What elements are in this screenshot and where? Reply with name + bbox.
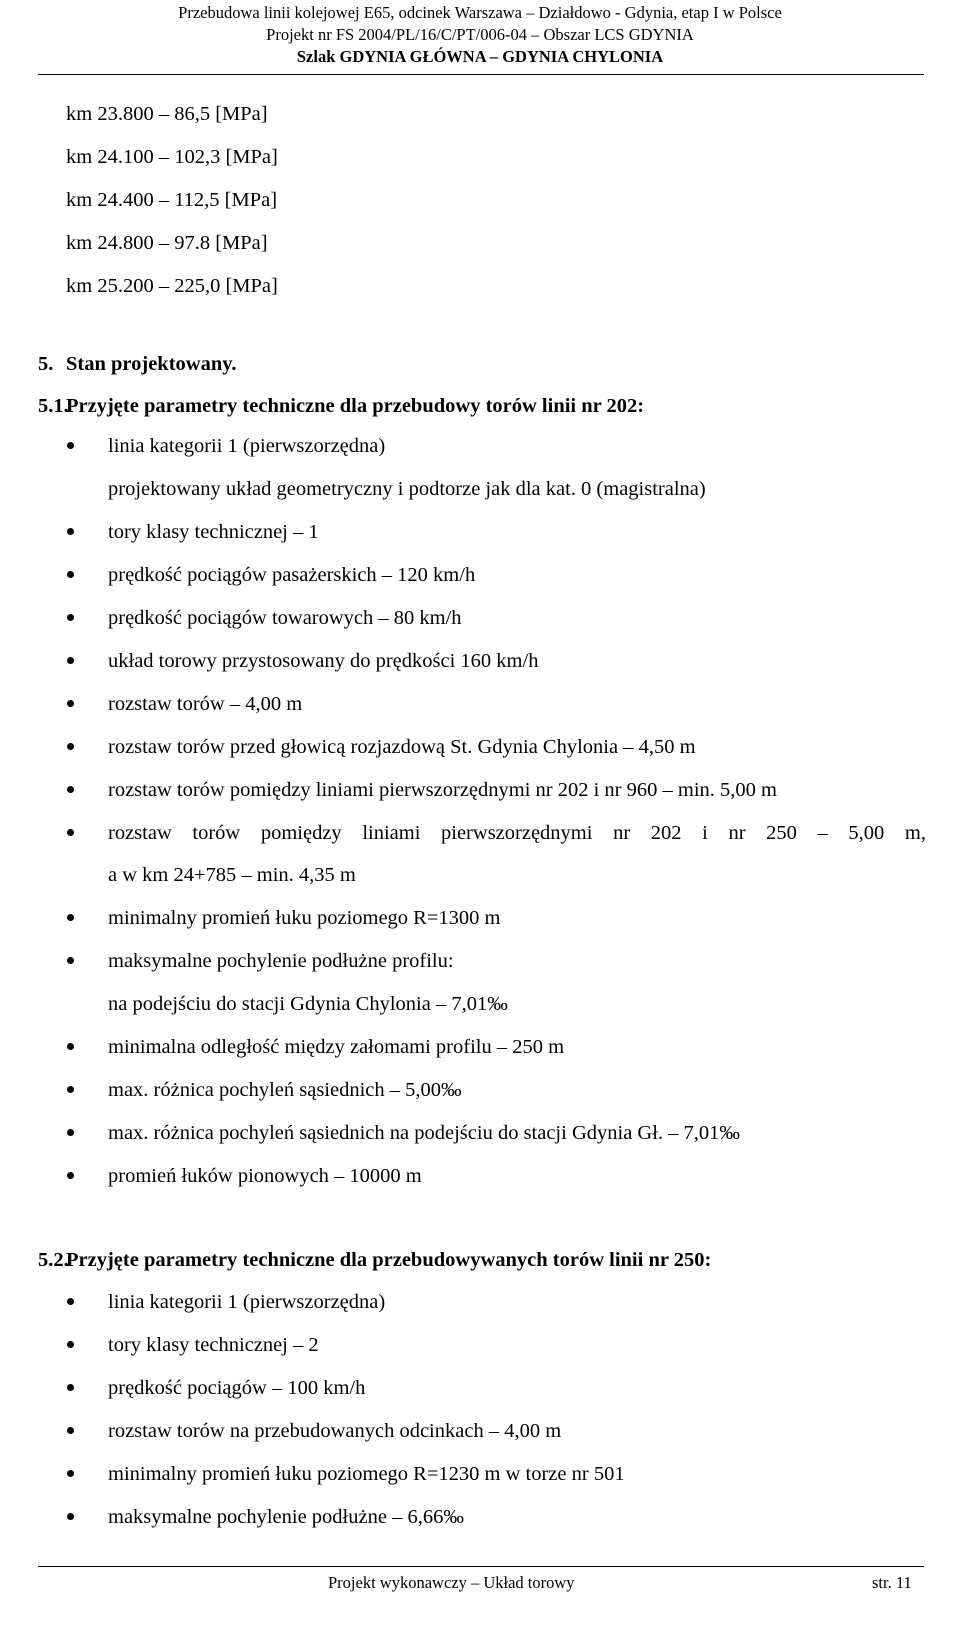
bullet-icon: [67, 700, 74, 707]
list-item: [108, 820, 926, 846]
header-project-number: Projekt nr FS 2004/PL/16/C/PT/006-04 – Obszar LCS GDYNIA: [266, 25, 694, 44]
list-item: max. różnica pochyleń sąsiednich na podejściu do stacji Gdynia Gł. – 7,01‰: [108, 1122, 740, 1144]
bullet-icon: [67, 957, 74, 964]
list-item: maksymalne pochylenie podłużne – 6,66‰: [108, 1506, 464, 1528]
list-item: rozstaw torów przed głowicą rozjazdową St. Gdynia Chylonia – 4,50 m: [108, 736, 696, 758]
bullet-icon: [67, 1341, 74, 1348]
justified-word: nr: [728, 822, 746, 844]
bullet-icon: [67, 743, 74, 750]
section-number: 5.2.: [38, 1249, 69, 1271]
bullet-icon: [67, 614, 74, 621]
list-item: prędkość pociągów towarowych – 80 km/h: [108, 607, 462, 629]
bullet-icon: [67, 1470, 74, 1477]
justified-word: torów: [192, 822, 241, 844]
bullet-icon: [67, 1129, 74, 1136]
justified-word: 250: [766, 822, 797, 844]
justified-word: m,: [904, 822, 926, 844]
list-item-continuation: projektowany układ geometryczny i podtorze jak dla kat. 0 (magistralna): [108, 478, 706, 500]
measurement-line: km 24.100 – 102,3 [MPa]: [66, 146, 278, 168]
list-item: rozstaw torów – 4,00 m: [108, 693, 303, 715]
list-item: prędkość pociągów – 100 km/h: [108, 1377, 366, 1399]
page-header: [0, 2, 960, 68]
bullet-icon: [67, 442, 74, 449]
list-item: promień łuków pionowych – 10000 m: [108, 1165, 422, 1187]
section-heading: Stan projektowany.: [66, 353, 237, 375]
list-item: maksymalne pochylenie podłużne profilu:: [108, 950, 454, 972]
list-item: rozstaw torów pomiędzy liniami pierwszorzędnymi nr 202 i nr 960 – min. 5,00 m: [108, 779, 777, 801]
justified-word: –: [817, 822, 828, 844]
list-item: minimalna odległość między załomami profilu – 250 m: [108, 1036, 565, 1058]
justified-word: i: [702, 822, 708, 844]
list-item: układ torowy przystosowany do prędkości 160 km/h: [108, 650, 539, 672]
measurement-line: km 25.200 – 225,0 [MPa]: [66, 275, 278, 297]
header-divider: [38, 74, 924, 75]
footer-title: Projekt wykonawczy – Układ torowy: [328, 1573, 575, 1592]
list-item-continuation: na podejściu do stacji Gdynia Chylonia – 7,01‰: [108, 993, 508, 1015]
bullet-icon: [67, 657, 74, 664]
list-item: linia kategorii 1 (pierwszorzędna): [108, 1291, 386, 1313]
bullet-icon: [67, 571, 74, 578]
section-number: 5.: [38, 353, 54, 375]
page-number: str. 11: [872, 1573, 912, 1592]
header-project-title: Przebudowa linii kolejowej E65, odcinek Warszawa – Działdowo - Gdynia, etap I w Polsce: [178, 3, 782, 22]
section-number: 5.1.: [38, 395, 69, 417]
justified-word: nr: [613, 822, 631, 844]
list-item: minimalny promień łuku poziomego R=1300 m: [108, 907, 501, 929]
bullet-icon: [67, 1172, 74, 1179]
list-item: rozstaw torów na przebudowanych odcinkach – 4,00 m: [108, 1420, 562, 1442]
list-item: tory klasy technicznej – 2: [108, 1334, 319, 1356]
list-item: tory klasy technicznej – 1: [108, 521, 319, 543]
list-item: linia kategorii 1 (pierwszorzędna): [108, 435, 386, 457]
bullet-icon: [67, 1427, 74, 1434]
bullet-icon: [67, 1298, 74, 1305]
bullet-icon: [67, 786, 74, 793]
justified-word: 5,00: [848, 822, 885, 844]
footer-divider: [38, 1566, 924, 1567]
bullet-icon: [67, 1384, 74, 1391]
bullet-icon: [67, 1513, 74, 1520]
list-item: minimalny promień łuku poziomego R=1230 m w torze nr 501: [108, 1463, 625, 1485]
justified-word: rozstaw: [108, 822, 172, 844]
justified-word: 202: [650, 822, 682, 844]
section-heading: Przyjęte parametry techniczne dla przebudowy torów linii nr 202:: [66, 395, 645, 417]
bullet-icon: [67, 1043, 74, 1050]
measurement-line: km 24.800 – 97.8 [MPa]: [66, 232, 268, 254]
header-route: Szlak GDYNIA GŁÓWNA – GDYNIA CHYLONIA: [296, 47, 664, 66]
list-item-continuation: a w km 24+785 – min. 4,35 m: [108, 864, 356, 886]
section-heading: Przyjęte parametry techniczne dla przebudowywanych torów linii nr 250:: [66, 1249, 712, 1271]
bullet-icon: [67, 528, 74, 535]
bullet-icon: [67, 914, 74, 921]
justified-word: liniami: [362, 822, 421, 844]
list-item: max. różnica pochyleń sąsiednich – 5,00‰: [108, 1079, 462, 1101]
justified-word: pierwszorzędnymi: [441, 822, 593, 844]
justified-word: pomiędzy: [260, 822, 342, 844]
bullet-icon: [67, 829, 74, 836]
measurement-line: km 24.400 – 112,5 [MPa]: [66, 189, 278, 211]
measurement-line: km 23.800 – 86,5 [MPa]: [66, 103, 268, 125]
bullet-icon: [67, 1086, 74, 1093]
list-item: prędkość pociągów pasażerskich – 120 km/h: [108, 564, 476, 586]
